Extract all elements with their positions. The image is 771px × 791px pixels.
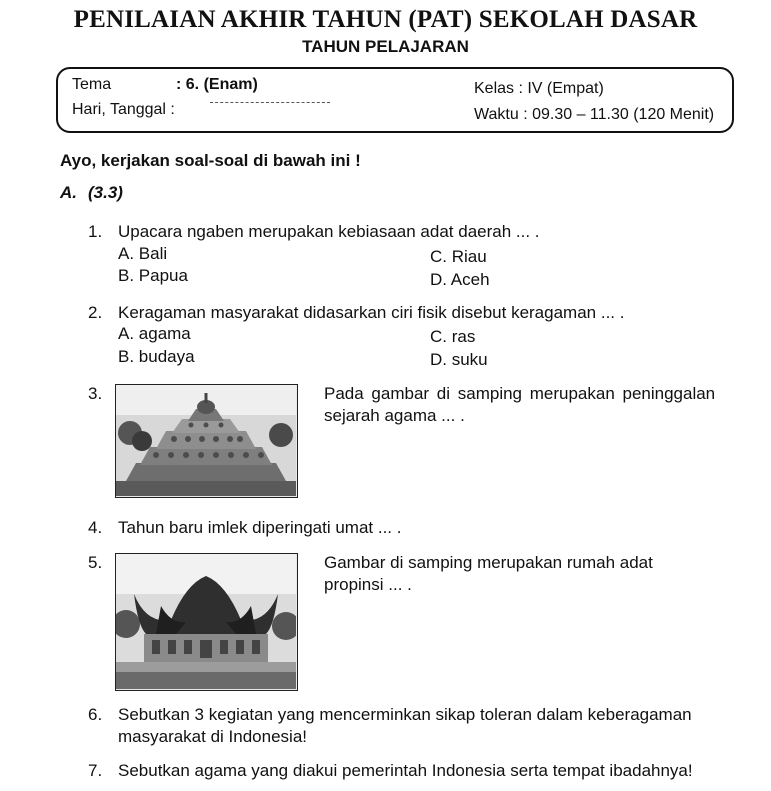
- question-5-number: 5.: [88, 553, 103, 572]
- question-2-number: 2.: [88, 303, 103, 322]
- question-2-text: Keragaman masyarakat didasarkan ciri fisik disebut keragaman ... .: [118, 303, 625, 322]
- q1-option-d: D. Aceh: [430, 270, 490, 289]
- question-3-text-line1: Pada gambar di samping merupakan peninggalan: [324, 384, 716, 403]
- question-5-text-line2: propinsi ... .: [324, 575, 412, 594]
- question-1-text: Upacara ngaben merupakan kebiasaan adat daerah ... .: [118, 222, 540, 241]
- question-3-number: 3.: [88, 384, 103, 403]
- question-7-text: Sebutkan agama yang diakui pemerintah Indonesia serta tempat ibadahnya!: [118, 761, 693, 780]
- hari-blank-line: [210, 102, 330, 103]
- question-7-number: 7.: [88, 761, 103, 780]
- borobudur-temple-image: [115, 384, 298, 498]
- rumah-gadang-image: [115, 553, 298, 691]
- question-4-text: Tahun baru imlek diperingati umat ... .: [118, 518, 402, 537]
- q2-option-b: B. budaya: [118, 347, 195, 366]
- q2-option-d: D. suku: [430, 350, 488, 369]
- tema-label: Tema: [72, 76, 112, 93]
- page-title: PENILAIAN AKHIR TAHUN (PAT) SEKOLAH DASAR: [73, 6, 698, 33]
- instruction-text: Ayo, kerjakan soal-soal di bawah ini !: [60, 151, 361, 170]
- section-code: (3.3): [88, 183, 123, 202]
- section-letter: A.: [60, 183, 77, 202]
- question-5-text-line1: Gambar di samping merupakan rumah adat: [324, 553, 653, 572]
- q2-option-c: C. ras: [430, 327, 476, 346]
- question-6-text-line1: Sebutkan 3 kegiatan yang mencerminkan sikap toleran dalam keberagaman: [118, 705, 692, 724]
- question-6-text-line2: masyarakat di Indonesia!: [118, 727, 307, 746]
- question-4-number: 4.: [88, 518, 103, 537]
- page-subtitle: TAHUN PELAJARAN: [302, 37, 469, 56]
- question-6-number: 6.: [88, 705, 103, 724]
- q2-option-a: A. agama: [118, 324, 191, 343]
- q1-option-a: A. Bali: [118, 244, 168, 263]
- hari-label: Hari, Tanggal :: [72, 101, 175, 118]
- question-1-number: 1.: [88, 222, 103, 241]
- kelas-field: Kelas : IV (Empat): [474, 80, 604, 97]
- waktu-field: Waktu : 09.30 – 11.30 (120 Menit): [474, 106, 715, 123]
- question-3-text-line2: sejarah agama ... .: [324, 406, 465, 425]
- tema-value: : 6. (Enam): [176, 76, 258, 93]
- q1-option-c: C. Riau: [430, 247, 487, 266]
- q1-option-b: B. Papua: [118, 266, 188, 285]
